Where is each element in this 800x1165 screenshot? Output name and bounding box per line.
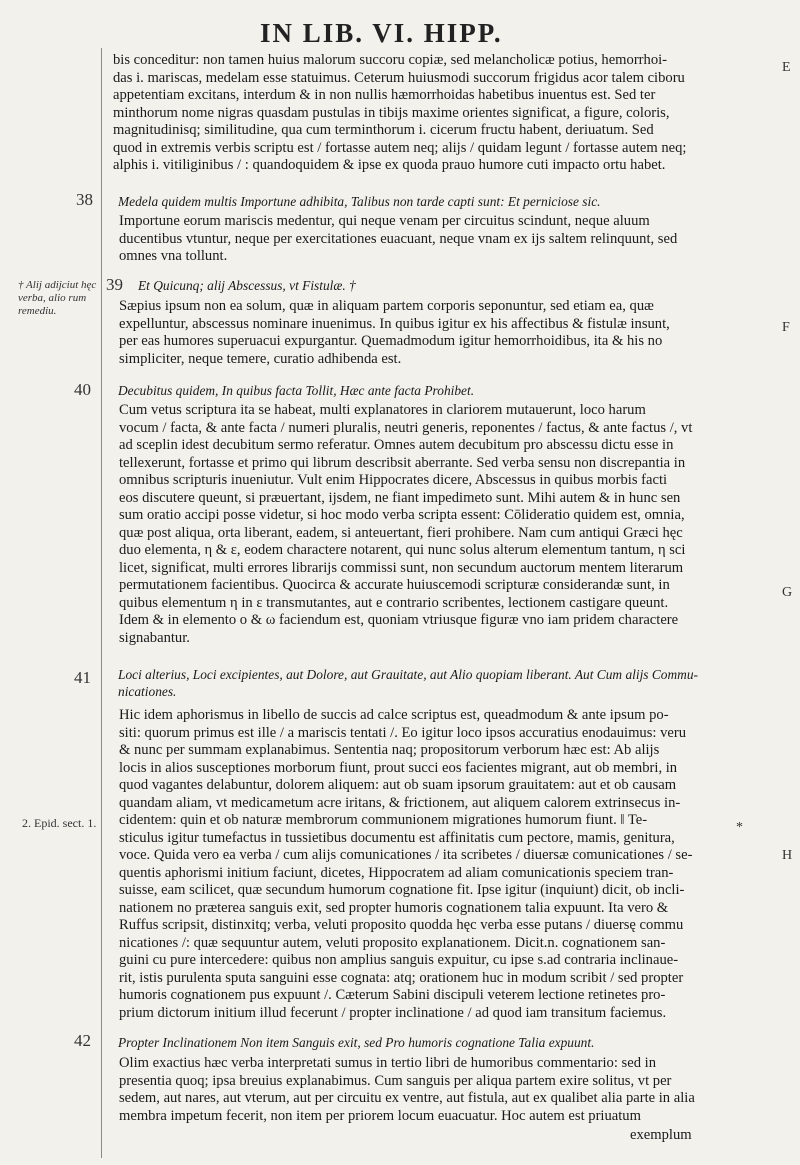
edge-letter-h: H [782, 848, 793, 863]
n40-text-line: quæ post aliqua, orta liberant, eadem, si anteuertant, fieri prohibere. Nam cum antiqui Græci hęc [119, 524, 683, 541]
commentary-39 [113, 298, 795, 368]
intro-line: appetentiam excitans, interdum & in non nullis hæmorrhoidas habetibus inuentus est. Sed ter [113, 87, 656, 103]
n40-text-line: Idem & in elemento ο & ω faciendum est, quoniam vtriusque figuræ vno iam pridem charactere [119, 612, 679, 628]
n42-text-line: sedem, aut nares, aut vterum, aut per circuitu ex ventre, aut fistula, aut ex qualibet alia parte in alia [119, 1090, 695, 1106]
intro-line: quod in extremis verbis scriptu est / fortasse autem neq; alijs / quidam legunt / fortasse autem neq; [113, 139, 687, 156]
n41-text-line: cidentem: quin et ob naturæ membrorum communionem migrationes humorum fiunt. ‖ Te- [119, 812, 648, 828]
edge-letter-g: G [782, 585, 793, 600]
n41-text-line: Hic idem aphorismus in libello de succis ad calce scriptus est, queadmodum & ante ipsum po- [119, 707, 669, 723]
n41-text-line: Ruffus scripsit, distinxitq; verba, veluti proposito quodda hęc verba esse putans / diuersę commu [119, 917, 684, 933]
n39-text-line: Sæpius ipsum non ea solum, quæ in aliquam partem corporis seponuntur, sed etiam ea, quæ [119, 298, 654, 314]
catchword: exemplum [630, 1127, 692, 1143]
commentary-42 [113, 1055, 795, 1125]
n42-text-line: Olim exactius hæc verba interpretati sumus in tertio libri de humoribus commentario: sed in [119, 1055, 657, 1071]
n40-lemma-line: Decubitus quidem, In quibus facta Tollit, Hæc ante facta Prohibet. [118, 383, 475, 398]
n41-text-line: siti: quorum primus est ille / a mariscis tentati /. Eo igitur loco ipsos accuratius enodauimus: veru [119, 724, 687, 741]
n38-text-line: ducentibus vtuntur, neque per exercitationes euacuant, neque vnam ex ijs saltem relinquunt, sed [119, 230, 678, 247]
n41-text-line: nicationes /: quæ sequuntur autem, veluti proposito explanationem. Dicit.n. cognationem san- [119, 934, 666, 951]
n41-text-line: quentis aphorismi initium faciunt, dicetes, Hippocratem ad aliam comunicationis speciem tran- [119, 864, 674, 881]
n38-text-line: omnes vna tollunt. [119, 248, 228, 264]
n41-text-line: quod vagantes delabuntur, dolorem aliquem: aut ob suam ipsorum grauitatem: aut et ob causam [119, 777, 677, 793]
intro-line: alphis i. vitiliginibus / : quandoquidem & ipse ex quoda prauo humore cuti impacto ortu habet. [113, 157, 666, 173]
n40-text-line: duo elementa, η & ε, eodem charactere notarent, qui nunc solus alterum elementum tantum, η sci [119, 542, 686, 558]
section-number-39: 39 [106, 275, 123, 294]
n41-text-line: locis in alios susceptiones morborum fiunt, prout succi eos facientes migrant, aut ob membri, in [119, 759, 678, 776]
n42-text-line: presentia quoq; ipsa breuius explanabimus. Cum sanguis per aliqua partem exire solitus, vt per [119, 1072, 672, 1089]
intro-paragraph [113, 52, 789, 175]
lemma-38 [118, 193, 790, 210]
n39-lemma-line: Et Quicunq; alij Abscessus, vt Fistulæ. † [138, 278, 356, 293]
lemma-42 [118, 1034, 790, 1051]
section-number-40: 40 [74, 380, 91, 399]
lemma-39 [138, 277, 788, 294]
n40-text-line: eos discutere queunt, si præuertant, ijsdem, ne fiant impedimeto sunt. Mihi autem & in hunc sen [119, 489, 681, 506]
n41-text-line: suisse, eam scilicet, quæ secundum humorum cognatione fit. Ipse igitur (inquiunt) dicit, ob incli- [119, 882, 685, 898]
n41-text-line: guini cu pure intercedere: quibus non amplius sanguis expuitur, cu ipse s.ad contraria inclinaue- [119, 952, 679, 968]
lemma-40 [118, 382, 790, 399]
n42-lemma-line: Propter Inclinationem Non item Sanguis exit, sed Pro humoris cognatione Talia expuunt. [118, 1035, 595, 1050]
margin-note-39: † Alij adijciut hęc verba, alio rum remediu. [18, 279, 97, 317]
section-number-41: 41 [74, 668, 91, 687]
n42-text-line: membra impetum fecerit, non item per priorem locum euacuatur. Hoc autem est priuatum [119, 1107, 641, 1124]
n39-text-line: expelluntur, abscessus nominare inuenimus. In quibus igitur ex his affectibus & fistulæ insunt, [119, 315, 670, 332]
n41-lemma-line: Loci alterius, Loci excipientes, aut Dolore, aut Grauitate, aut Alio quopiam liberant. Aut Cum alijs Commu- [118, 667, 698, 682]
n40-text-line: quibus elementum η in ε transmutantes, aut e contrario scribentes, lectionem castigare queunt. [119, 594, 669, 611]
n39-text-line: simpliciter, neque temere, curatio adhibenda est. [119, 350, 402, 367]
n41-text-line: voce. Quida vero ea verba / cum alijs comunicationes / ita scribetes / diuersæ comunicationes / se- [119, 847, 693, 863]
margin-note-41: 2. Epid. sect. 1. [22, 816, 97, 830]
n40-text-line: Cum vetus scriptura ita se habeat, multi explanatores in clariorem mutauerunt, loco harum [119, 402, 646, 418]
n41-lemma-line: nicationes. [118, 684, 177, 699]
n39-text-line: per eas humores superuacui expurgantur. Quemadmodum igitur hemorrhoidibus, ita & his no [119, 333, 663, 349]
intro-line: bis conceditur: non tamen huius malorum succoru copiæ, sed melancholicæ potius, hemorrhoi- [113, 52, 668, 68]
n41-text-line: quandam aliam, vt medicametum acre iritans, & frictionem, aut aliquem calorem extrinsecus in- [119, 794, 681, 811]
n40-text-line: signabantur. [119, 629, 190, 646]
intro-line: magnitudinisq; similitudine, qua cum terminthorum i. cicerum fructu habent, deriuatum. Sed [113, 122, 654, 138]
intro-line: das i. mariscas, medelam esse statuimus. Ceterum huiusmodi succorum frigidus acor talem ciboru [113, 69, 685, 86]
n38-lemma-line: Medela quidem multis Importune adhibita, Talibus non tarde capti sunt: Et perniciose sic. [118, 194, 601, 209]
n41-text-line: sticulus igitur tumefactus in tussietibus documentu est affinitatis cum pectore, mamis, genitura, [119, 829, 675, 846]
edge-letter-e: E [782, 60, 791, 75]
n40-text-line: vocum / facta, & ante facta / numeri pluralis, neutri generis, reponentes / factus, & ante factus /, vt [119, 419, 693, 436]
n41-text-line: nationem no præterea sanguis exit, sed propter humoris cognationem talia expuunt. Ita vero & [119, 899, 669, 916]
intro-line: minthorum nome nigras quasdam pustulas in tibijs maxime orientes significat, a figure, coloris, [113, 104, 670, 121]
n40-text-line: omnibus scripturis inueniutur. Vult enim Hippocrates dicere, Abscessus in quibus morbis facti [119, 472, 668, 488]
n40-text-line: tellexerunt, fortasse et primo qui librum describsit aberrante. Sed verba sensu non discrepantia in [119, 454, 686, 471]
n41-text-line: rit, istis purulenta sputa sanguini esse cognata: atq; orationem huc in modum scribit / sed propter [119, 969, 684, 986]
running-title: IN LIB. VI. HIPP. [260, 18, 503, 48]
n40-text-line: sum oratio accipi posse videtur, si hoc modo verba scripta essent: Cōlideratio quidem est, omnia, [119, 507, 685, 523]
n40-text-line: ad sceplin idest decubitum sermo referatur. Omnes autem decubitum pro abscessu dictu esse in [119, 437, 674, 453]
edge-letter-f: F [782, 320, 790, 335]
section-number-42: 42 [74, 1031, 91, 1050]
edge-star-mark: * [736, 820, 743, 835]
n41-text-line: & nunc per summam explanabimus. Sententia naq; propositorum verborum hæc est: Ab alijs [119, 742, 660, 758]
n41-text-line: prium dictorum initium illud fecerunt / propter inclinatione / ad quod iam transitum faciemus. [119, 1004, 667, 1021]
commentary-38 [113, 213, 795, 266]
commentary-40 [113, 402, 795, 647]
margin-rule [101, 48, 102, 1158]
lemma-41 [118, 666, 790, 700]
commentary-41 [113, 707, 795, 1022]
n41-text-line: humoris cognationem pus expuunt /. Cæterum Sabini discipuli veterem lectione retinetes pro- [119, 987, 666, 1003]
n38-text-line: Importune eorum mariscis medentur, qui neque venam per circuitus scindunt, neque aluum [119, 213, 650, 229]
n40-text-line: licet, significat, multi errores librarijs commissi sunt, non secundum auctorum mentem literarum [119, 559, 684, 576]
n40-text-line: permutationem facientibus. Quocirca & accurate huiuscemodi scripturæ considerandæ sunt, in [119, 577, 670, 593]
section-number-38: 38 [76, 190, 93, 209]
